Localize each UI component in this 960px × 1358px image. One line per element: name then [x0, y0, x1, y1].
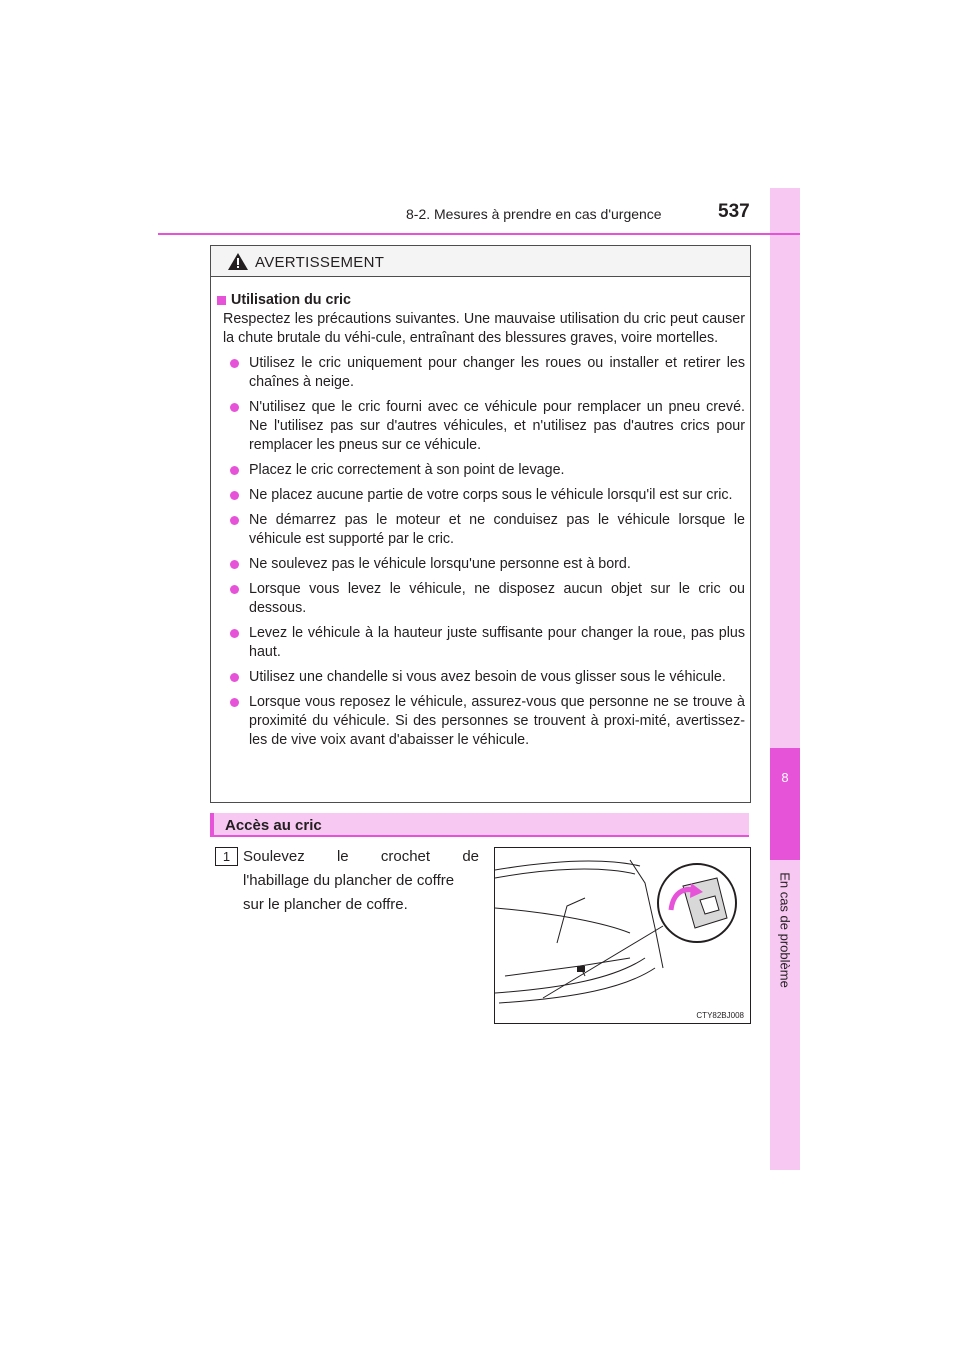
access-title: Accès au cric: [225, 817, 322, 834]
warning-item: Ne placez aucune partie de votre corps sous le véhicule lorsqu'il est sur cric.: [217, 486, 745, 505]
bullet-dot-icon: [230, 560, 239, 569]
step-number: 1: [215, 847, 238, 866]
warning-item: Placez le cric correctement à son point de levage.: [217, 461, 745, 480]
warning-title: AVERTISSEMENT: [255, 254, 385, 271]
warning-subtitle-text: Utilisation du cric: [231, 292, 351, 308]
page-number: 537: [718, 201, 750, 222]
step-line-1: Soulevez le crochet de: [243, 848, 479, 865]
figure-code: CTY82BJ008: [696, 1011, 744, 1020]
warning-item: Utilisez le cric uniquement pour changer les roues ou installer et retirer les chaînes à neige.: [217, 354, 745, 392]
bullet-dot-icon: [230, 359, 239, 368]
trunk-floor-illustration: [494, 847, 751, 1024]
step-line-2: l'habillage du plancher de coffre: [243, 872, 455, 889]
warning-body: [211, 277, 750, 750]
warning-item: N'utilisez que le cric fourni avec ce véhicule pour remplacer un pneu crevé. Ne l'utilisez pas sur d'autres véhicules, et n'utilisez pas d'autres crics pour remplacer les pneus sur ce véhicule.: [217, 398, 745, 455]
warning-item: Ne soulevez pas le véhicule lorsqu'une personne est à bord.: [217, 555, 745, 574]
chapter-side-tab: [770, 188, 800, 1170]
access-underline: [214, 835, 749, 837]
warning-item: Lorsque vous levez le véhicule, ne disposez aucun objet sur le cric ou dessous.: [217, 580, 745, 618]
square-bullet-icon: [217, 296, 226, 305]
warning-box: [210, 245, 751, 803]
bullet-dot-icon: [230, 698, 239, 707]
step-text: [243, 845, 479, 917]
warning-item: Ne démarrez pas le moteur et ne conduisez pas le véhicule lorsque le véhicule est supporté par le cric.: [217, 511, 745, 549]
warning-header: [211, 246, 750, 277]
bullet-dot-icon: [230, 673, 239, 682]
bullet-dot-icon: [230, 403, 239, 412]
access-section-header: [210, 813, 749, 837]
bullet-dot-icon: [230, 629, 239, 638]
bullet-dot-icon: [230, 491, 239, 500]
bullet-dot-icon: [230, 585, 239, 594]
header-divider: [158, 233, 800, 235]
warning-intro: Respectez les précautions suivantes. Une mauvaise utilisation du cric peut causer la chute brutale du véhi-cule, entraînant des blessures graves, voire mortelles.: [223, 311, 745, 346]
warning-subtitle: [217, 291, 745, 310]
step-line-3: sur le plancher de coffre.: [243, 896, 408, 913]
chapter-number: 8: [781, 770, 789, 785]
bullet-dot-icon: [230, 466, 239, 475]
trunk-drawing: [495, 848, 750, 1023]
warning-triangle-icon: [228, 253, 248, 275]
warning-item: Levez le véhicule à la hauteur juste suffisante pour changer la roue, pas plus haut.: [217, 624, 745, 662]
chapter-number-tab: [770, 748, 800, 860]
warning-item: Lorsque vous reposez le véhicule, assurez-vous que personne ne se trouve à proximité du véhicule. Si des personnes se trouvent à proxi-mité, avertissez-les de vive voix avant d'abaisser le véhicule.: [217, 693, 745, 750]
chapter-label: En cas de problème: [777, 872, 793, 988]
bullet-dot-icon: [230, 516, 239, 525]
section-title: 8-2. Mesures à prendre en cas d'urgence: [406, 206, 662, 222]
warning-item: Utilisez une chandelle si vous avez besoin de vous glisser sous le véhicule.: [217, 668, 745, 687]
